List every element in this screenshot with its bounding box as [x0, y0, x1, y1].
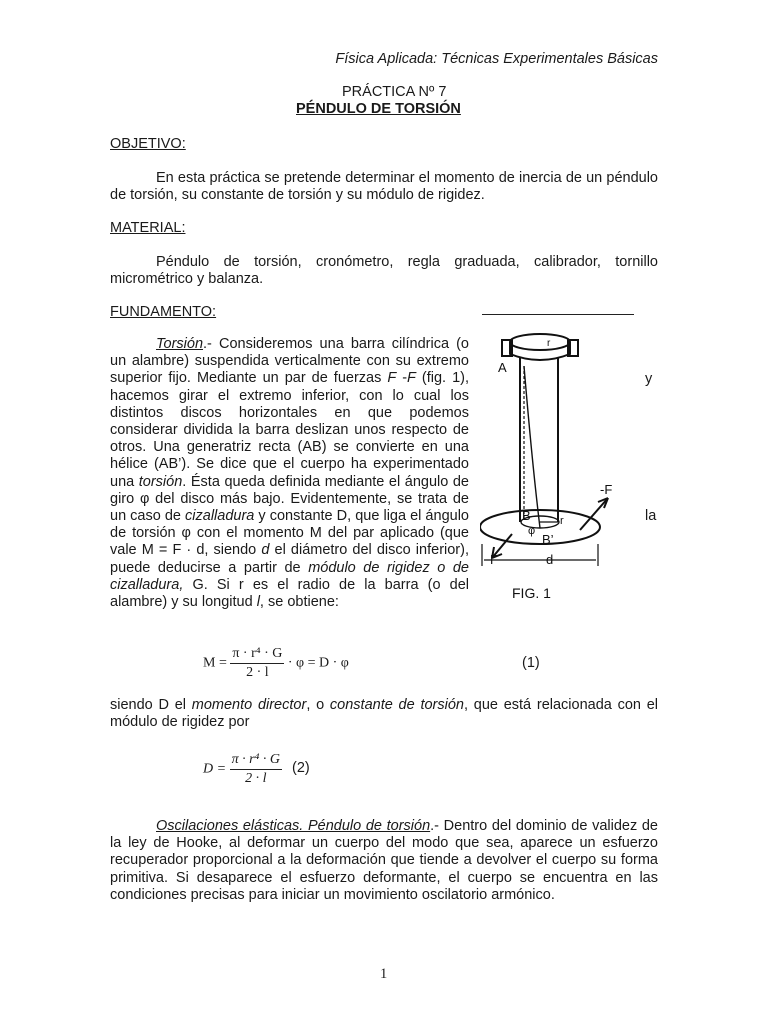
torsion-text-g: el diámetro del disco inferior), puede deducirse a partir de — [110, 542, 469, 576]
label-A: A — [498, 360, 507, 375]
side-word-la: la — [645, 508, 657, 524]
after-eq1-b: , o — [306, 697, 330, 713]
eq2-fraction — [230, 752, 282, 787]
after-eq1-a: siendo D el — [110, 697, 192, 713]
equation-2 — [203, 752, 282, 787]
force-symbol: F — [387, 370, 397, 387]
side-word-y: y — [645, 371, 653, 387]
oscilaciones-text: .- Dentro del dominio de validez de la ley de Hooke, al deformar un cuerpo del modo que sea, aparece un esfuerzo recuperador proporcional a la deformación que tiende a devolver el cuerpo su forma primitiva. Si desaparece el esfuerzo deformante, el cuerpo se encuentra en las condiciones precisas para iniciar un movimiento oscilatorio armónico. — [110, 818, 658, 903]
fundamento-heading: FUNDAMENTO: — [110, 304, 217, 320]
label-r-top: r — [547, 338, 551, 349]
eq1-numerator: π · r⁴ · G — [230, 646, 284, 664]
label-B-prime: B’ — [542, 532, 554, 547]
force-neg-arrow — [580, 498, 608, 530]
oscilaciones-term: Oscilaciones elásticas. Péndulo de torsión — [156, 818, 431, 834]
torsion-text-f: constante D, que liga el ángulo de torsión φ con el momento M del par aplicado (que vale M = F · d, siendo — [110, 508, 469, 559]
eq1-number: (1) — [522, 655, 540, 671]
material-text: Péndulo de torsión, cronómetro, regla graduada, calibrador, tornillo micrométrico y balanza. — [110, 254, 658, 288]
oscilaciones-paragraph — [110, 818, 658, 904]
l-symbol: l — [256, 594, 260, 611]
eq1-fraction — [230, 646, 284, 681]
course-header: Física Aplicada: Técnicas Experimentales Básicas — [335, 51, 658, 67]
page-title: PÉNDULO DE TORSIÓN — [296, 101, 461, 117]
torsion-text-i: , se obtiene: — [259, 594, 339, 611]
material-heading: MATERIAL: — [110, 220, 186, 236]
practice-number: PRÁCTICA Nº 7 — [342, 84, 447, 100]
label-F: F — [490, 552, 498, 567]
eq1-denominator: 2 · l — [246, 665, 269, 680]
equation-1 — [203, 646, 349, 681]
torsion-term: Torsión — [156, 336, 204, 352]
torsion-paragraph — [110, 336, 469, 611]
eq2-number: (2) — [292, 760, 310, 776]
after-eq1-text — [110, 697, 658, 731]
label-neg-F: -F — [600, 482, 613, 497]
d-symbol: d — [261, 542, 270, 559]
eq2-numerator: π · r⁴ · G — [230, 752, 282, 770]
force-symbol-neg: F — [407, 370, 416, 387]
cizalladura-word: cizalladura — [185, 508, 255, 525]
modulo-term: módulo de rigidez o de cizalladura, — [110, 559, 469, 593]
after-eq1-c: , que está relacionada con el módulo de rigidez por — [110, 697, 659, 731]
momento-director-term: momento director — [191, 697, 307, 713]
page-number: 1 — [380, 966, 388, 982]
objetivo-text: En esta práctica se pretende determinar el momento de inercia de un péndulo de torsión, su constante de torsión y su módulo de rigidez. — [110, 170, 658, 204]
constante-torsion-term: constante de torsión — [329, 697, 464, 713]
torsion-text-b: - — [396, 370, 408, 387]
figure-caption: FIG. 1 — [512, 585, 551, 601]
label-d: d — [546, 552, 554, 567]
eq2-denominator: 2 · l — [245, 771, 267, 786]
torsion-word: torsión — [138, 473, 183, 490]
torsion-text-a: .- Consideremos una barra cilíndrica (o un alambre) suspendida verticalmente con su extremo superior fijo. Mediante un par de fuerzas — [110, 336, 469, 387]
label-r-bottom: r — [560, 515, 564, 527]
torsion-text-d: . Ésta queda definida mediante el ángulo de giro φ del disco más bajo. Evidentemente, se trata de un caso de — [110, 473, 469, 525]
objetivo-heading: OBJETIVO: — [110, 136, 186, 152]
label-B: B — [522, 508, 531, 523]
clamp-top-ellipse — [510, 334, 570, 350]
torsion-pendulum-figure — [480, 322, 630, 612]
torsion-text-c: (fig. 1), hacemos girar el extremo inferior, con lo cual los distintos discos horizontales en que podemos considerar dividida la barra deslizan unos respecto de otros. Una generatriz recta (AB) se convierte en una hélice (AB’). Se dice que el cuerpo ha experimentado una — [110, 370, 469, 490]
eq1-lhs: M = — [203, 655, 227, 671]
eq2-lhs: D = — [203, 761, 227, 777]
label-phi: φ — [528, 525, 536, 537]
heading-rule — [482, 314, 634, 315]
helix-line — [524, 366, 540, 528]
torsion-text-e: y — [254, 508, 266, 525]
torsion-text-h: G. Si r es el radio de la barra (o del alambre) y su longitud — [110, 576, 469, 611]
eq1-rhs: · φ = D · φ — [287, 655, 349, 671]
